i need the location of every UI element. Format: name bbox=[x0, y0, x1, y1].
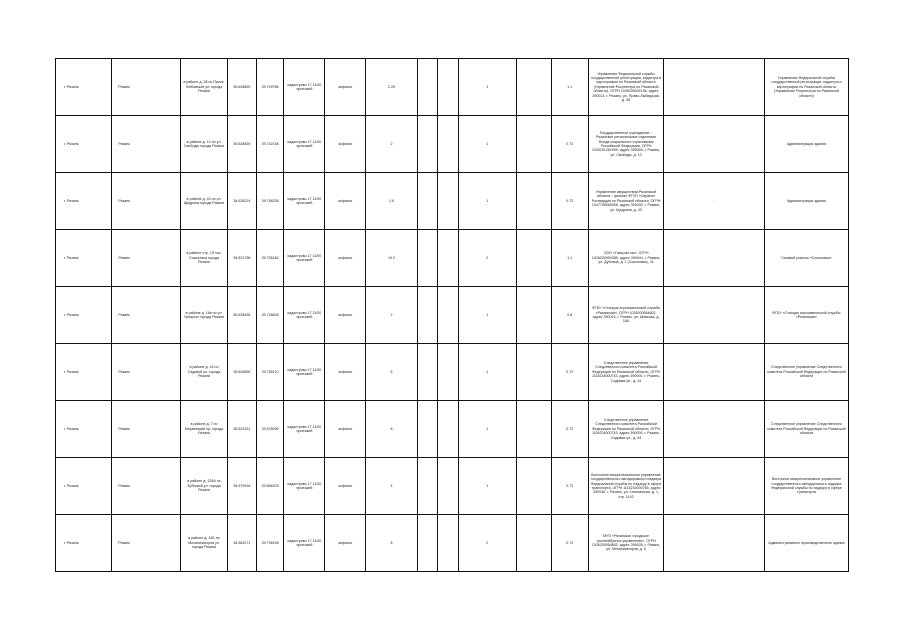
cell-coverage-type: кадастрово 17 11/00 проезжей bbox=[284, 458, 325, 515]
table-row bbox=[56, 344, 849, 401]
cell-col-9 bbox=[417, 401, 437, 458]
cell-container-count: 1 bbox=[458, 59, 516, 116]
cell-col-9 bbox=[417, 59, 437, 116]
cell-container-count: 1 bbox=[458, 458, 516, 515]
cell-latitude: 54.628224 bbox=[228, 173, 257, 230]
cell-latitude: 50.628890 bbox=[228, 59, 257, 116]
table-row bbox=[56, 287, 849, 344]
cell-container-count: 1 bbox=[458, 344, 516, 401]
cell-col-10 bbox=[438, 344, 458, 401]
cell-longitude: 39.758236 bbox=[256, 173, 284, 230]
cell-district: г. Рязань bbox=[56, 173, 112, 230]
cell-district: г. Рязань bbox=[56, 344, 112, 401]
cell-locality: Рязань bbox=[112, 401, 181, 458]
cell-note: - bbox=[664, 173, 764, 230]
cell-district: г. Рязань bbox=[56, 59, 112, 116]
cell-latitude: 54.583271 bbox=[228, 515, 257, 572]
cell-locality: Рязань bbox=[112, 116, 181, 173]
cell-area: 2.25 bbox=[366, 59, 417, 116]
cell-col-10 bbox=[438, 116, 458, 173]
cell-address: в районе д. 28 по Приок. Любовской ул. города Рязани bbox=[180, 59, 227, 116]
cell-locality: Рязань bbox=[112, 173, 181, 230]
cell-surface: асфальт bbox=[325, 344, 366, 401]
cell-latitude: 50.623151 bbox=[228, 401, 257, 458]
cell-col-10 bbox=[438, 59, 458, 116]
cell-col-12 bbox=[516, 401, 551, 458]
cell-col-12 bbox=[516, 59, 551, 116]
cell-coverage-type: кадастрово 17 11/00 проезжей bbox=[284, 344, 325, 401]
cell-latitude: 54.621758 bbox=[228, 230, 257, 287]
cell-volume: 0.72 bbox=[551, 401, 588, 458]
cell-served-objects: Управление Федеральной службы государственной регистрации, кадастра и картографии по Рязанской области (Управление Росреестра по Рязанской области) bbox=[764, 59, 848, 116]
cell-note bbox=[664, 401, 764, 458]
cell-surface: асфальт bbox=[325, 458, 366, 515]
cell-coverage-type: кадастрово 17 11/00 проезжей bbox=[284, 173, 325, 230]
cell-col-12 bbox=[516, 458, 551, 515]
table-row bbox=[56, 458, 849, 515]
cell-served-objects: Администрация здания bbox=[764, 116, 848, 173]
cell-address: в районе д. 43 по ул. Щедрина города Рязани bbox=[180, 173, 227, 230]
cell-col-10 bbox=[438, 401, 458, 458]
cell-coverage-type: кадастрово 17 11/00 проезжей bbox=[284, 515, 325, 572]
cell-address: в районе д. 44 по Садовой ул. города Рязани bbox=[180, 344, 227, 401]
cell-note bbox=[664, 287, 764, 344]
cell-area: 1.5 bbox=[366, 173, 417, 230]
cell-container-count: 2 bbox=[458, 230, 516, 287]
cell-longitude: 39.728628 bbox=[256, 287, 284, 344]
cell-col-9 bbox=[417, 173, 437, 230]
cell-col-10 bbox=[438, 230, 458, 287]
cell-district: г. Рязань bbox=[56, 515, 112, 572]
cell-surface: асфальт bbox=[325, 515, 366, 572]
cell-longitude: 39.678090 bbox=[256, 401, 284, 458]
cell-container-count: 1 bbox=[458, 287, 516, 344]
cell-served-objects: Следственное управление Следственного комитета Российской Федерации по Рязанской области bbox=[764, 401, 848, 458]
cell-owner: МУП «Рязанское городское троллейбусное управление», ОГРН 1026200954602, адрес 390035, г. Рязань, ул. Механизаторов, д. 5 bbox=[588, 515, 664, 572]
cell-col-12 bbox=[516, 515, 551, 572]
cell-note bbox=[664, 230, 764, 287]
cell-volume: 1.1 bbox=[551, 59, 588, 116]
cell-address: в районе д. 7 по Мервинский пр. города Рязани bbox=[180, 401, 227, 458]
cell-served-objects: Газовый участок «Соколовка» bbox=[764, 230, 848, 287]
cell-col-12 bbox=[516, 344, 551, 401]
cell-container-count: 1 bbox=[458, 116, 516, 173]
cell-locality: Рязань bbox=[112, 344, 181, 401]
cell-locality: Рязань bbox=[112, 458, 181, 515]
cell-col-9 bbox=[417, 458, 437, 515]
cell-longitude: 39.736184 bbox=[256, 230, 284, 287]
cell-note bbox=[664, 458, 764, 515]
cell-col-12 bbox=[516, 116, 551, 173]
cell-address: в районе д. 34Б по Механизаторов ул. города Рязани bbox=[180, 515, 227, 572]
cell-locality: Рязань bbox=[112, 287, 181, 344]
cell-surface: асфальт bbox=[325, 401, 366, 458]
cell-note bbox=[664, 344, 764, 401]
cell-locality: Рязань bbox=[112, 59, 181, 116]
table-row bbox=[56, 515, 849, 572]
cell-volume: 0.72 bbox=[551, 116, 588, 173]
cell-area: 8 bbox=[366, 401, 417, 458]
cell-note bbox=[664, 116, 764, 173]
cell-owner: Управление Федеральной службы государственной регистрации, кадастра и картографии по Рязанской области (Управление Росреестра по Рязанской области), ОГРН 1046209031196, адрес 390013, г. Рязань, ул. Право-Лыбедская, д. 35 bbox=[588, 59, 664, 116]
cell-volume: 0.72 bbox=[551, 173, 588, 230]
cell-longitude: 39.755110 bbox=[256, 344, 284, 401]
cell-col-10 bbox=[438, 515, 458, 572]
table-row bbox=[56, 116, 849, 173]
cell-district: г. Рязань bbox=[56, 230, 112, 287]
cell-latitude: 50.628695 bbox=[228, 344, 257, 401]
cell-owner: Следственное управление Следственного комитета Российской Федерации по Рязанской области, ОГРН 1116234000743, адрес 390000, г. Рязань, Садовая ул., д. 44 bbox=[588, 344, 664, 401]
cell-col-12 bbox=[516, 230, 551, 287]
cell-surface: асфальт bbox=[325, 287, 366, 344]
cell-area: 19.2 bbox=[366, 230, 417, 287]
table-row bbox=[56, 173, 849, 230]
cell-served-objects: ФГБУ «Станция агрохимической службы «Рязанская» bbox=[764, 287, 848, 344]
cell-longitude: 39.742158 bbox=[256, 116, 284, 173]
cell-address: в районе д. 126А по Зубковой ул. города Рязани bbox=[180, 458, 227, 515]
cell-coverage-type: кадастрово 17 11/00 проезжей bbox=[284, 401, 325, 458]
cell-area: 2 bbox=[366, 287, 417, 344]
cell-owner: Восточное межрегиональное управление государственного автодорожного надзора Федеральной службы по надзору в сфере транспорта, ОГРН 1116234000765, адрес 390035, г. Рязань, ул. Семчинская, д. 1, стр. 1142 bbox=[588, 458, 664, 515]
cell-district: г. Рязань bbox=[56, 287, 112, 344]
cell-col-10 bbox=[438, 173, 458, 230]
cell-district: г. Рязань bbox=[56, 116, 112, 173]
cell-surface: асфальт bbox=[325, 173, 366, 230]
cell-area: 6 bbox=[366, 344, 417, 401]
cell-col-10 bbox=[438, 287, 458, 344]
cell-latitude: 50.628498 bbox=[228, 287, 257, 344]
cell-coverage-type: кадастрово 17 11/00 проезжей bbox=[284, 287, 325, 344]
cell-volume: 0.8 bbox=[551, 287, 588, 344]
cell-locality: Рязань bbox=[112, 515, 181, 572]
cell-volume: 0.72 bbox=[551, 344, 588, 401]
cell-note bbox=[664, 515, 764, 572]
cell-owner: Государственное учреждение – Рязанское региональное отделение Фонда социального страхования Российской Федерации, ОГРН 1026201261999, адрес 390000, г. Рязань, ул. Свободы, д. 12 bbox=[588, 116, 664, 173]
cell-col-12 bbox=[516, 173, 551, 230]
cell-district: г. Рязань bbox=[56, 458, 112, 515]
cell-col-9 bbox=[417, 230, 437, 287]
cell-locality: Рязань bbox=[112, 230, 181, 287]
cell-surface: асфальт bbox=[325, 230, 366, 287]
cell-served-objects: Следственное управление Следственного комитета Российской Федерации по Рязанской области bbox=[764, 344, 848, 401]
cell-owner: Управление имуществом Рязанской области – филиал ФГУП «Охрана» Росгвардии по Рязанской области, ОГРН 1047796065006, адрес 390000, г. Рязань, ул. Щедрина, д. 43 bbox=[588, 173, 664, 230]
cell-note bbox=[664, 59, 764, 116]
cell-container-count: 2 bbox=[458, 515, 516, 572]
cell-coverage-type: кадастрово 17 11/00 проезжей bbox=[284, 59, 325, 116]
cell-served-objects: Администрация здания bbox=[764, 173, 848, 230]
cell-served-objects: Восточное межрегиональное управление государственного автодорожного надзора Федеральной службы по надзору в сфере транспорта bbox=[764, 458, 848, 515]
cell-coverage-type: кадастрово 17 11/00 проезжей bbox=[284, 116, 325, 173]
cell-served-objects: Административное производственное здание bbox=[764, 515, 848, 572]
cell-surface: асфальт bbox=[325, 116, 366, 173]
cell-col-9 bbox=[417, 344, 437, 401]
register-table bbox=[55, 58, 849, 572]
cell-area: 4 bbox=[366, 458, 417, 515]
cell-volume: 0.72 bbox=[551, 515, 588, 572]
cell-container-count: 1 bbox=[458, 173, 516, 230]
cell-address: в районе стр. 15 пос. Соколовка города Рязани bbox=[180, 230, 227, 287]
cell-longitude: 39.686203 bbox=[256, 458, 284, 515]
cell-owner: ООО «Газпром газ», ОГРН 1026200954385, адрес 390044, г. Рязань, ул. Дубовой, д. 1 (Соколовка), 41 bbox=[588, 230, 664, 287]
cell-owner: Следственное управление Следственного комитета Российской Федерации по Рязанской области, ОГРН 1116234000743, адрес 390000, г. Рязань, Садовая ул., д. 44 bbox=[588, 401, 664, 458]
cell-col-12 bbox=[516, 287, 551, 344]
cell-owner: ФГБУ «Станция агрохимической службы «Рязанская», ОГРН 1026200954602, адрес 390013, г. Рязань, ул. Шевская, д. 18А bbox=[588, 287, 664, 344]
cell-area: 8 bbox=[366, 515, 417, 572]
cell-volume: 0.72 bbox=[551, 458, 588, 515]
cell-volume: 1.1 bbox=[551, 230, 588, 287]
cell-surface: асфальт bbox=[325, 59, 366, 116]
cell-col-10 bbox=[438, 458, 458, 515]
cell-col-9 bbox=[417, 116, 437, 173]
cell-area: 2 bbox=[366, 116, 417, 173]
cell-container-count: 1 bbox=[458, 401, 516, 458]
cell-district: г. Рязань bbox=[56, 401, 112, 458]
cell-address: в районе д. 18а по ул. Урицкого города Рязани bbox=[180, 287, 227, 344]
table-row bbox=[56, 59, 849, 116]
cell-longitude: 39.749786 bbox=[256, 59, 284, 116]
cell-col-9 bbox=[417, 515, 437, 572]
cell-latitude: 54.579916 bbox=[228, 458, 257, 515]
table-row bbox=[56, 401, 849, 458]
cell-address: в районе д. 12 по ул. Свободы города Рязани bbox=[180, 116, 227, 173]
table-row bbox=[56, 230, 849, 287]
cell-longitude: 39.736198 bbox=[256, 515, 284, 572]
cell-latitude: 50.628839 bbox=[228, 116, 257, 173]
cell-col-9 bbox=[417, 287, 437, 344]
cell-coverage-type: кадастрово 17 11/00 проезжей bbox=[284, 230, 325, 287]
